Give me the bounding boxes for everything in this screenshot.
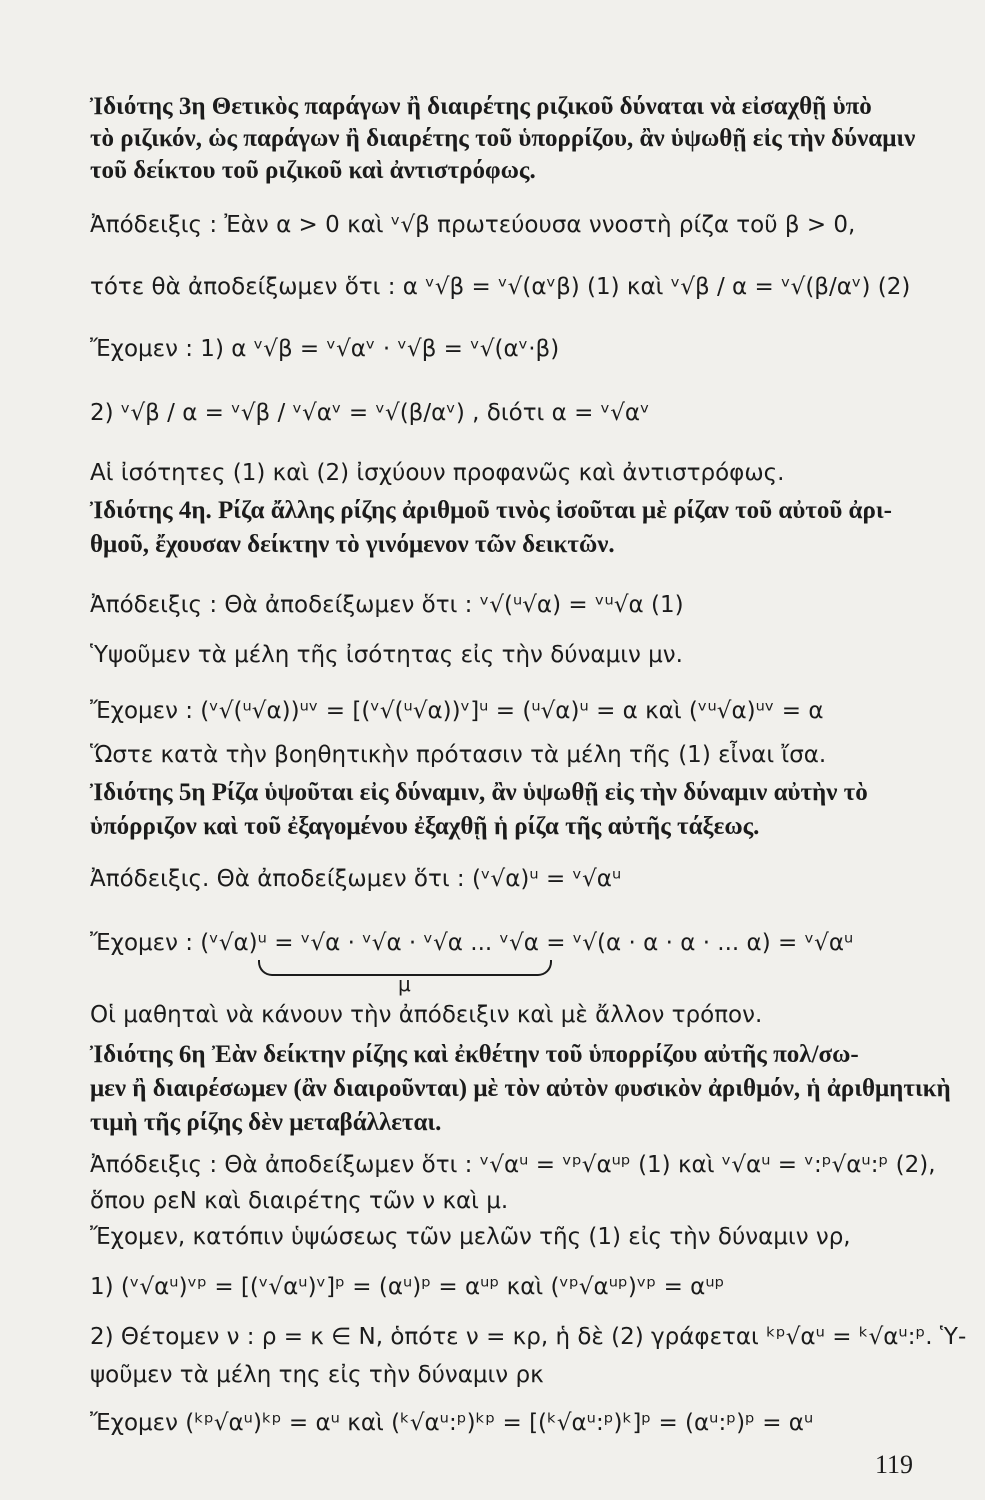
- text-line: Ἔχομεν : (ᵛ√(ᵘ√α))ᵘᵛ = [(ᵛ√(ᵘ√α))ᵛ]ᵘ = (ᵘ√α)ᵘ = α καὶ (ᵛᵘ√α)ᵘᵛ = α: [90, 698, 824, 724]
- text-line: τὸ ριζικόν, ὡς παράγων ἢ διαιρέτης τοῦ ὑπορρίζου, ἂν ὑψωθῇ εἰς τὴν δύναμιν: [90, 125, 916, 152]
- text-line: ὑπόρριζον καὶ τοῦ ἐξαγομένου ἐξαχθῇ ἡ ρίζα τῆς αὐτῆς τάξεως.: [90, 813, 760, 840]
- text-line: Αἱ ἰσότητες (1) καὶ (2) ἰσχύουν προφανῶς καὶ ἀντιστρόφως.: [90, 460, 785, 486]
- text-line: τότε θὰ ἀποδείξωμεν ὅτι : α ᵛ√β = ᵛ√(αᵛβ) (1) καὶ ᵛ√β / α = ᵛ√(β/αᵛ) (2): [90, 274, 911, 300]
- text-line: Ἀπόδειξις : Θὰ ἀποδείξωμεν ὅτι : ᵛ√αᵘ = ᵛᵖ√αᵘᵖ (1) καὶ ᵛ√αᵘ = ᵛ:ᵖ√αᵘ:ᵖ (2),: [90, 1152, 936, 1178]
- text-line: Ἔχομεν : 1) α ᵛ√β = ᵛ√αᵛ · ᵛ√β = ᵛ√(αᵛ·β): [90, 336, 560, 362]
- text-line: Ἰδιότης 5η Ρίζα ὑψοῦται εἰς δύναμιν, ἂν ὑψωθῇ εἰς τὴν δύναμιν αὐτὴν τὸ: [90, 779, 868, 806]
- text-line: 1) (ᵛ√αᵘ)ᵛᵖ = [(ᵛ√αᵘ)ᵛ]ᵖ = (αᵘ)ᵖ = αᵘᵖ καὶ (ᵛᵖ√αᵘᵖ)ᵛᵖ = αᵘᵖ: [90, 1274, 725, 1300]
- underbrace-label: μ: [398, 972, 411, 996]
- text-line: Οἱ μαθηταὶ νὰ κάνουν τὴν ἀπόδειξιν καὶ μὲ ἄλλον τρόπον.: [90, 1002, 763, 1028]
- text-line: ψοῦμεν τὰ μέλη της εἰς τὴν δύναμιν ρκ: [90, 1362, 544, 1388]
- text-line: Ἰδιότης 4η. Ρίζα ἄλλης ρίζης ἀριθμοῦ τινὸς ἰσοῦται μὲ ρίζαν τοῦ αὐτοῦ ἀρι-: [90, 497, 892, 524]
- text-line: ὅπου ρεΝ καὶ διαιρέτης τῶν ν καὶ μ.: [90, 1188, 509, 1214]
- page-number: 119: [874, 1450, 913, 1479]
- text-line: Ὑψοῦμεν τὰ μέλη τῆς ἰσότητας εἰς τὴν δύναμιν μν.: [90, 642, 683, 668]
- text-line: Ἰδιότης 6η Ἐὰν δείκτην ρίζης καὶ ἐκθέτην τοῦ ὑπορρίζου αὐτῆς πολ/σω-: [90, 1041, 859, 1068]
- text-line: Ἔχομεν : (ᵛ√α)ᵘ = ᵛ√α · ᵛ√α · ᵛ√α ... ᵛ√α = ᵛ√(α · α · α · ... α) = ᵛ√αᵘ: [90, 930, 854, 956]
- text-line: 2) Θέτομεν ν : ρ = κ ∈ Ν, ὁπότε ν = κρ, ἡ δὲ (2) γράφεται ᵏᵖ√αᵘ = ᵏ√αᵘ:ᵖ. Ὑ-: [90, 1324, 967, 1350]
- text-line: Ἰδιότης 3η Θετικὸς παράγων ἢ διαιρέτης ριζικοῦ δύναται νὰ εἰσαχθῇ ὑπὸ: [90, 93, 872, 120]
- text-line: Ἔχομεν (ᵏᵖ√αᵘ)ᵏᵖ = αᵘ καὶ (ᵏ√αᵘ:ᵖ)ᵏᵖ = [(ᵏ√αᵘ:ᵖ)ᵏ]ᵖ = (αᵘ:ᵖ)ᵖ = αᵘ: [90, 1410, 814, 1436]
- text-line: Ὥστε κατὰ τὴν βοηθητικὴν πρότασιν τὰ μέλη τῆς (1) εἶναι ἴσα.: [90, 742, 827, 768]
- text-line: Ἔχομεν, κατόπιν ὑψώσεως τῶν μελῶν τῆς (1) εἰς τὴν δύναμιν νρ,: [90, 1224, 851, 1250]
- text-line: Ἀπόδειξις : Θὰ ἀποδείξωμεν ὅτι : ᵛ√(ᵘ√α) = ᵛᵘ√α (1): [90, 592, 684, 618]
- text-line: 2) ᵛ√β / α = ᵛ√β / ᵛ√αᵛ = ᵛ√(β/αᵛ) , διότι α = ᵛ√αᵛ: [90, 400, 650, 426]
- text-line: θμοῦ, ἔχουσαν δείκτην τὸ γινόμενον τῶν δεικτῶν.: [90, 531, 615, 558]
- text-line: τιμὴ τῆς ρίζης δὲν μεταβάλλεται.: [90, 1109, 442, 1136]
- text-line: Ἀπόδειξις : Ἐὰν α > 0 καὶ ᵛ√β πρωτεύουσα ννοστὴ ρίζα τοῦ β > 0,: [90, 212, 856, 238]
- text-line: τοῦ δείκτου τοῦ ριζικοῦ καὶ ἀντιστρόφως.: [90, 157, 536, 184]
- text-line: Ἀπόδειξις. Θὰ ἀποδείξωμεν ὅτι : (ᵛ√α)ᵘ = ᵛ√αᵘ: [90, 866, 622, 892]
- text-line: μεν ἢ διαιρέσωμεν (ἂν διαιροῦνται) μὲ τὸν αὐτὸν φυσικὸν ἀριθμόν, ἡ ἀριθμητικὴ: [90, 1075, 951, 1102]
